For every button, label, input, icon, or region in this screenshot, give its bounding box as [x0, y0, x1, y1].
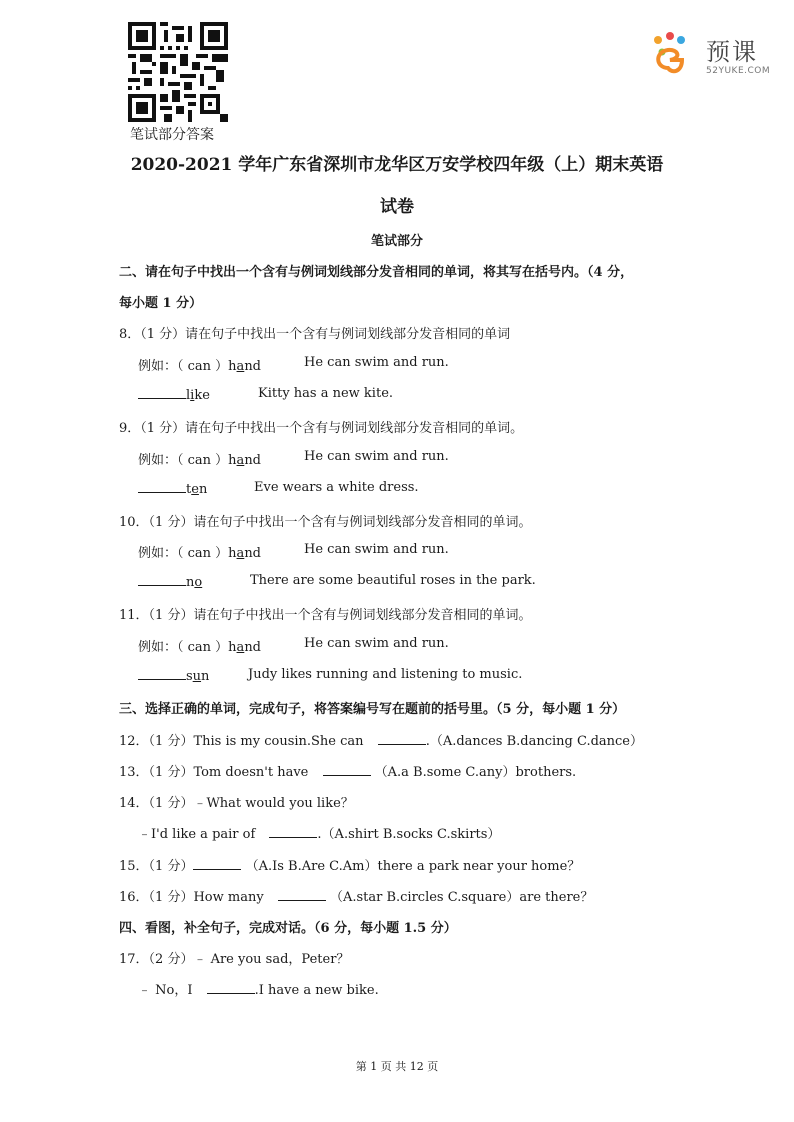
- question-9-prompt: 9．（1 分）请在句子中找出一个含有与例词划线部分发音相同的单词。: [119, 421, 524, 436]
- question-8-sentence: Kitty has a new kite.: [258, 386, 394, 401]
- question-12: 12．（1 分）This is my cousin.She can .（A.dances B.dancing C.dance）: [119, 734, 643, 749]
- answer-blank[interactable]: [278, 888, 326, 901]
- example-sentence: He can swim and run.: [304, 355, 449, 370]
- question-16: 16．（1 分）How many （A.star B.circles C.square）are there？: [119, 890, 594, 905]
- question-10-prompt: 10．（1 分）请在句子中找出一个含有与例词划线部分发音相同的单词。: [119, 515, 532, 530]
- part-title: 笔试部分: [370, 234, 423, 249]
- question-10-example: 例如：（ can ）hand He can swim and run.: [138, 542, 449, 561]
- question-11-example: 例如：（ can ）hand He can swim and run.: [138, 636, 449, 655]
- answer-blank[interactable]: [138, 667, 186, 680]
- question-8-prompt: 8．（1 分）请在句子中找出一个含有与例词划线部分发音相同的单词: [119, 327, 511, 342]
- section2-heading-line1: 二、请在句子中找出一个含有与例词划线部分发音相同的单词，将其写在括号内。（4 分，: [119, 265, 634, 280]
- logo-url: 52YUKE.COM: [706, 66, 771, 76]
- question-11-prompt: 11．（1 分）请在句子中找出一个含有与例词划线部分发音相同的单词。: [119, 608, 532, 623]
- document-title-line2: 试卷: [380, 197, 414, 217]
- section4-heading: 四、看图，补全句子，完成对话。（6 分，每小题 1.5 分）: [119, 921, 457, 936]
- qr-code-image: [128, 22, 228, 122]
- question-9-sentence: Eve wears a white dress.: [254, 480, 419, 495]
- answer-blank[interactable]: [378, 732, 426, 745]
- question-10-sentence: There are some beautiful roses in the park.: [250, 573, 536, 588]
- logo-wordmark: 预课: [706, 38, 758, 66]
- question-9-example: 例如：（ can ）hand He can swim and run.: [138, 449, 449, 468]
- answer-blank[interactable]: [193, 857, 241, 870]
- answer-blank[interactable]: [207, 981, 255, 994]
- question-17-answer-line: ﹣ No，I .I have a new bike.: [138, 983, 379, 998]
- question-14-prompt: 14．（1 分）﹣What would you like？: [119, 796, 354, 811]
- question-14-answer-line: ﹣I'd like a pair of .（A.shirt B.socks C.skirts）: [138, 827, 501, 842]
- example-label: 例如：（ can ）: [138, 359, 229, 374]
- answer-blank[interactable]: [269, 825, 317, 838]
- question-9-answer-line: ten Eve wears a white dress.: [138, 480, 207, 497]
- page-number: 第 1 页 共 12 页: [355, 1060, 439, 1073]
- answer-blank[interactable]: [138, 573, 186, 586]
- question-11-answer-line: sun Judy likes running and listening to music.: [138, 667, 209, 684]
- question-8-example: 例如：（ can ）hand He can swim and run.: [138, 355, 449, 374]
- question-13: 13．（1 分）Tom doesn't have （A.a B.some C.any）brothers.: [119, 765, 577, 780]
- question-10-answer-line: no There are some beautiful roses in the park.: [138, 573, 202, 590]
- qr-caption: 笔试部分答案: [130, 127, 214, 143]
- question-15: 15．（1 分） （A.Is B.Are C.Am）there a park near your home？: [119, 859, 581, 874]
- section2-heading-line2: 每小题 1 分）: [119, 296, 203, 311]
- section3-heading: 三、选择正确的单词，完成句子，将答案编号写在题前的括号里。（5 分，每小题 1 分）: [119, 702, 626, 717]
- question-8-answer-line: like Kitty has a new kite.: [138, 386, 210, 403]
- answer-blank[interactable]: [323, 763, 371, 776]
- answer-blank[interactable]: [138, 480, 186, 493]
- answer-blank[interactable]: [138, 386, 186, 399]
- question-11-sentence: Judy likes running and listening to music.: [248, 667, 523, 682]
- document-title-line1: 2020-2021 学年广东省深圳市龙华区万安学校四年级（上）期末英语: [130, 155, 664, 175]
- question-17-prompt: 17．（2 分）﹣ Are you sad，Peter？: [119, 952, 350, 967]
